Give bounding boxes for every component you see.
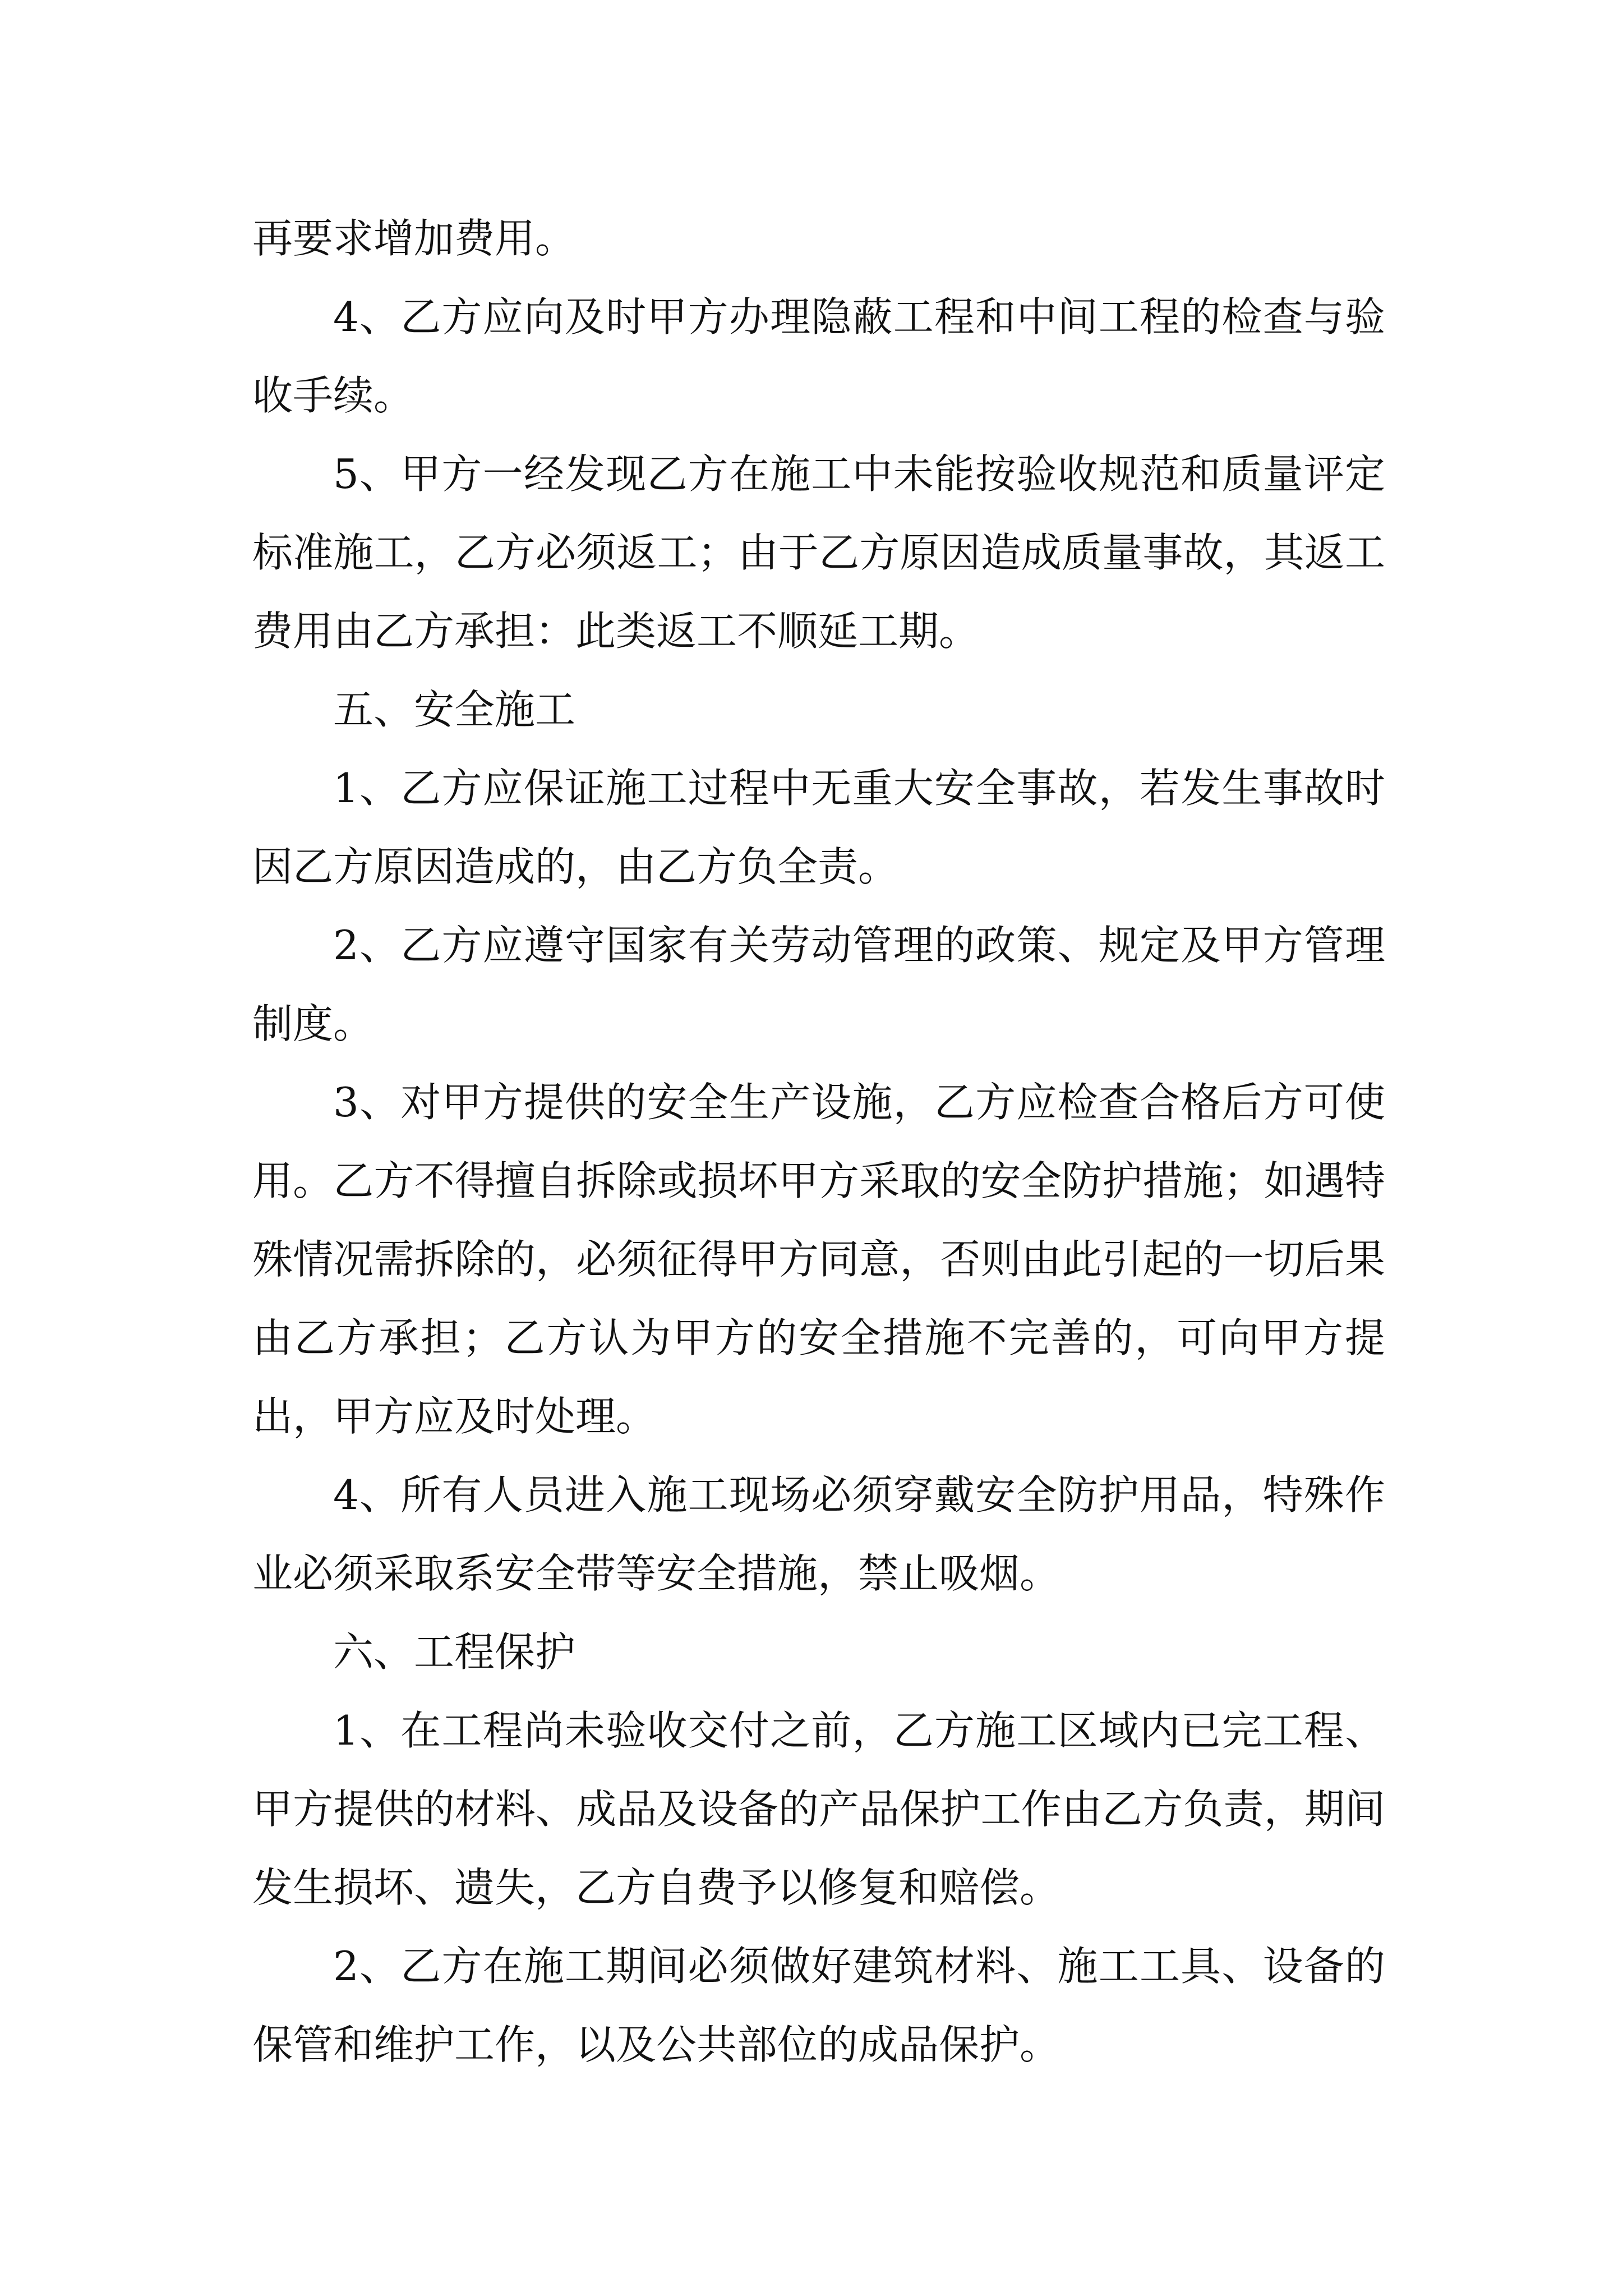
paragraph-safety-1: 1、乙方应保证施工过程中无重大安全事故，若发生事故时因乙方原因造成的，由乙方负全责。	[252, 765, 1385, 890]
paragraph-protection-2: 2、乙方在施工期间必须做好建筑材料、施工工具、设备的保管和维护工作，以及公共部位的成品保护。	[252, 1943, 1385, 2068]
document-page	[252, 199, 1385, 2084]
section-heading-safety: 五、安全施工	[333, 686, 576, 733]
section-heading-protection: 六、工程保护	[333, 1628, 576, 1676]
paragraph-clause-4-inspection: 4、乙方应向及时甲方办理隐蔽工程和中间工程的检查与验收手续。	[252, 293, 1385, 419]
paragraph-safety-2: 2、乙方应遵守国家有关劳动管理的政策、规定及甲方管理制度。	[252, 922, 1385, 1047]
paragraph-protection-1: 1、在工程尚未验收交付之前，乙方施工区域内已完工程、甲方提供的材料、成品及设备的产品保护工作由乙方负责，期间发生损坏、遗失，乙方自费予以修复和赔偿。	[252, 1707, 1385, 1911]
paragraph-continuation: 再要求增加费用。	[252, 215, 576, 262]
paragraph-safety-3: 3、对甲方提供的安全生产设施，乙方应检查合格后方可使用。乙方不得擅自拆除或损坏甲方采取的安全防护措施；如遇特殊情况需拆除的，必须征得甲方同意，否则由此引起的一切后果由乙方承担；乙方认为甲方的安全措施不完善的，可向甲方提出，甲方应及时处理。	[252, 1079, 1385, 1440]
paragraph-safety-4: 4、所有人员进入施工现场必须穿戴安全防护用品，特殊作业必须采取系安全带等安全措施，禁止吸烟。	[252, 1471, 1385, 1597]
paragraph-clause-5-rework: 5、甲方一经发现乙方在施工中未能按验收规范和质量评定标准施工，乙方必须返工；由于乙方原因造成质量事故，其返工费用由乙方承担：此类返工不顺延工期。	[252, 450, 1385, 655]
